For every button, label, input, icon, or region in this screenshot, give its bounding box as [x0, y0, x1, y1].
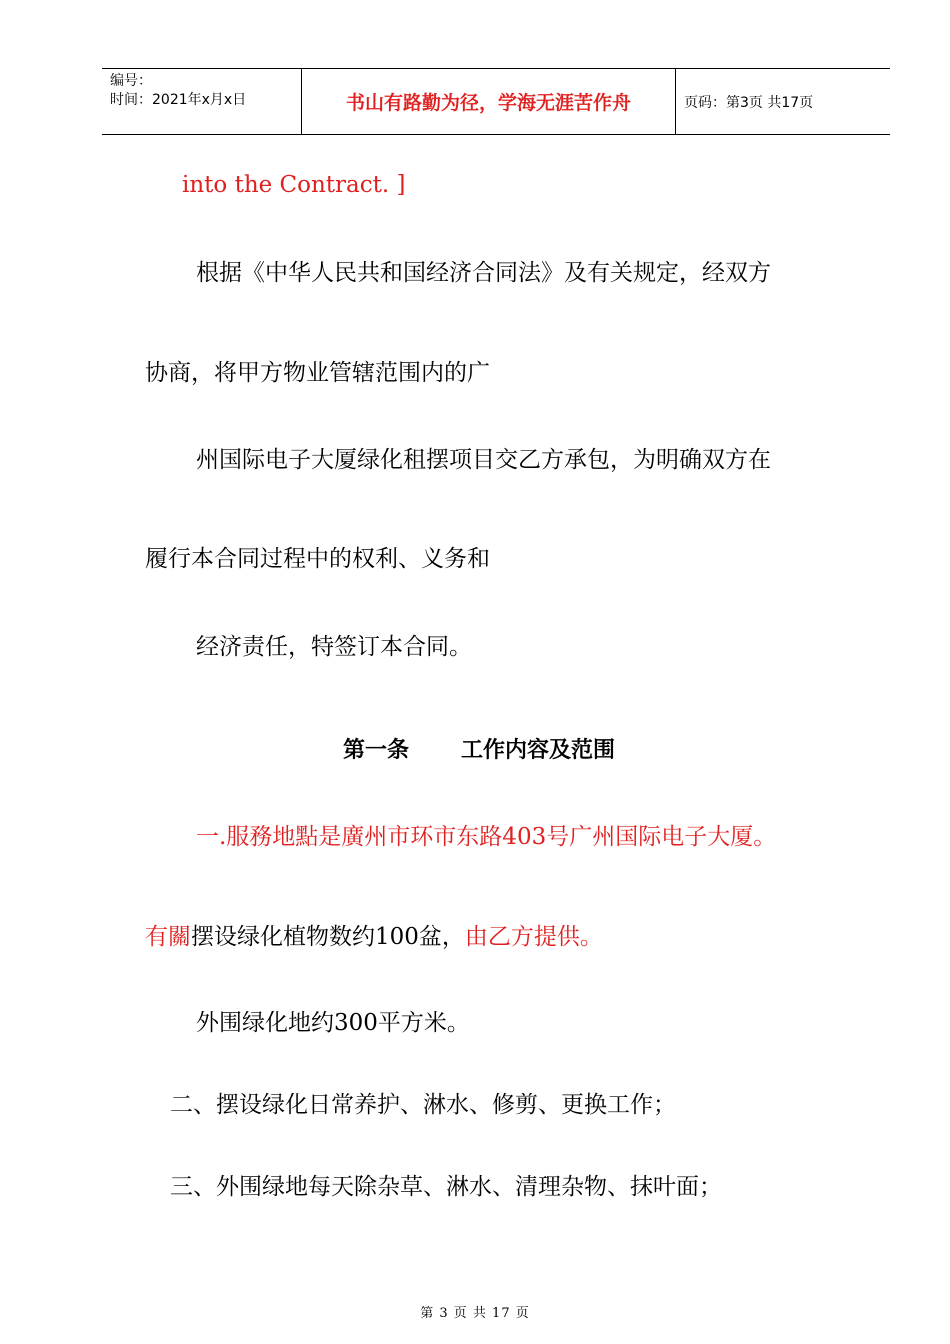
page-footer: 第 3 页 共 17 页	[420, 1306, 530, 1321]
list-item-continuation: 外围绿化地约300平方米。	[196, 1010, 470, 1036]
paragraph-line: 履行本合同过程中的权利、义务和	[145, 546, 490, 572]
highlight-text: 由乙方提供。	[464, 924, 603, 950]
list-item: 一.服務地點是廣州市环市东路403号广州国际电子大厦。	[196, 824, 777, 850]
paragraph-line: 根据《中华人民共和国经济合同法》及有关规定，经双方	[196, 260, 771, 286]
time-label: 时间：2021年x月x日	[110, 92, 247, 108]
heading-title: 工作内容及范围	[461, 738, 616, 763]
paragraph-line: into the Contract. ]	[182, 172, 406, 198]
body-text: 摆设绿化植物数约100盆，	[191, 924, 465, 950]
header-motto: 书山有路勤为径，学海无涯苦作舟	[302, 69, 676, 134]
highlight-text: 有關	[145, 924, 191, 950]
paragraph-line: 协商，将甲方物业管辖范围内的广	[145, 360, 490, 386]
number-label: 编号：	[110, 73, 152, 89]
list-item: 三、外围绿地每天除杂草、淋水、清理杂物、抹叶面；	[170, 1174, 722, 1200]
list-item-continuation	[145, 922, 603, 952]
heading-article-number: 第一条	[343, 738, 410, 763]
header-page-info: 页码：第3页 共17页	[684, 94, 814, 111]
header-meta	[102, 69, 302, 134]
page-header	[102, 68, 890, 135]
paragraph-line: 经济责任，特签订本合同。	[196, 634, 472, 660]
list-item: 二、摆设绿化日常养护、淋水、修剪、更换工作；	[170, 1092, 676, 1118]
section-heading	[343, 736, 615, 766]
paragraph-line: 州国际电子大厦绿化租摆项目交乙方承包，为明确双方在	[196, 447, 771, 473]
